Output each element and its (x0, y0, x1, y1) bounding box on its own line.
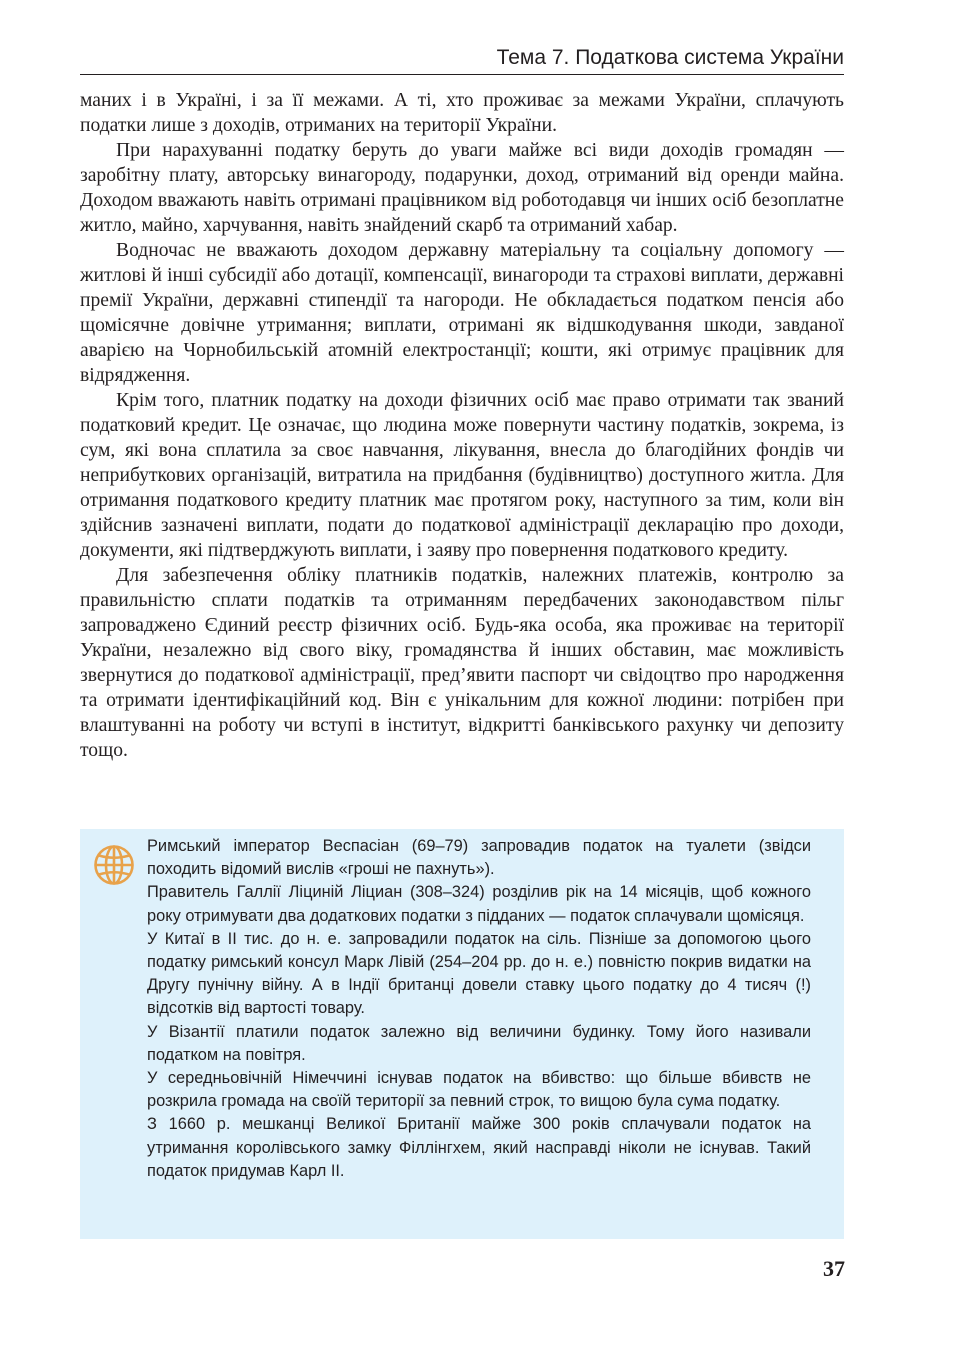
paragraph-5: Для забезпечення обліку платників податків, належних платежів, контролю за правильністю сплати податків та отриманням передбачених законодавством пільг запроваджено Єдиний реєстр фізичних осіб. Будь-яка особа, яка проживає на території України, незалежно від свого віку, громадянства й інших обставин, має можливість звернутися до податкової адміністрації, пред’явити паспорт чи свідоцтво про народження та отримати ідентифікаційний код. Він є унікальним для кожної людини: потрібен при влаштуванні на роботу чи вступі в інститут, відкритті банківського рахунку чи депозиту тощо. (80, 565, 844, 761)
fact-2: Правитель Галлії Ліциній Ліциан (308–324) розділив рік на 14 місяців, щоб кожного року отримувати два додаткових податки з підданих — податок сплачували щомісяця. (147, 883, 811, 925)
paragraph-2: При нарахуванні податку беруть до уваги майже всі види доходів громадян — заробітну плату, авторську винагороду, подарунки, доход, отриманий від оренди майна. Доходом вважають навіть отримані працівником від роботодавця чи інших осіб безоплатне житло, майно, харчування, навіть знайдений скарб та отриманий хабар. (80, 140, 844, 236)
fact-4: У Візантії платили податок залежно від величини будинку. Тому його називали податком на повітря. (147, 1022, 811, 1064)
paragraph-4: Крім того, платник податку на доходи фізичних осіб має право отримати так званий податковий кредит. Це означає, що людина може повернути частину податків, зокрема, із сум, які вона сплатила за своє навчання, лікування, внесла до благодійних фондів чи неприбуткових організацій, витратила на придбання (будівництво) доступного житла. Для отримання податкового кредиту платник має протягом року, наступного за тим, коли він здійснив зазначені виплати, подати до податкової адміністрації декларацію про доходи, документи, які підтверджують виплати, і заяву про повернення податкового кредиту. (80, 390, 844, 561)
fact-box (80, 829, 844, 1239)
fact-1: Римський імператор Веспасіан (69–79) запровадив податок на туалети (звідси походить відомий вислів «гроші не пахнуть»). (147, 837, 811, 879)
fact-6: З 1660 р. мешканці Великої Британії майже 300 років сплачували податок на утримання королівського замку Філлінгхем, який насправді ніколи не існував. Такий податок придумав Карл ІІ. (147, 1115, 811, 1180)
globe-icon (92, 843, 136, 887)
fact-5: У середньовічній Німеччині існував податок на вбивство: що більше вбивств не розкрила громада на своїй території за певний строк, то вищою була сума податку. (147, 1069, 811, 1111)
page-number: 37 (823, 1256, 845, 1281)
main-text (80, 88, 844, 763)
paragraph-3: Водночас не вважають доходом державну матеріальну та соціальну допомогу — житлові й інші субсидії або дотації, компенсації, винагороди та страхові виплати, державні премії України, державні стипендії та нагороди. Не обкладається податком пенсія або щомісячне довічне утримання; виплати, отримані як відшкодування шкоди, завданої аварією на Чорнобильській атомній електростанції; кошти, які отримує працівник для відрядження. (80, 240, 844, 386)
fact-3: У Китаї в ІІ тис. до н. е. запровадили податок на сіль. Пізніше за допомогою цього податку римський консул Марк Лівій (254–204 рр. до н. е.) повністю покрив видатки на Другу пунічну війну. А в Індії британці довели ставку цього податку до 4 тисяч (!) відсотків від вартості товару. (147, 929, 811, 1018)
paragraph-1: маних і в Україні, і за її межами. А ті, хто проживає за межами України, сплачують податки лише з доходів, отриманих на території України. (80, 90, 844, 136)
fact-box-text (147, 835, 811, 1183)
running-header (80, 46, 844, 75)
header-title: Тема 7. Податкова система України (496, 46, 844, 69)
